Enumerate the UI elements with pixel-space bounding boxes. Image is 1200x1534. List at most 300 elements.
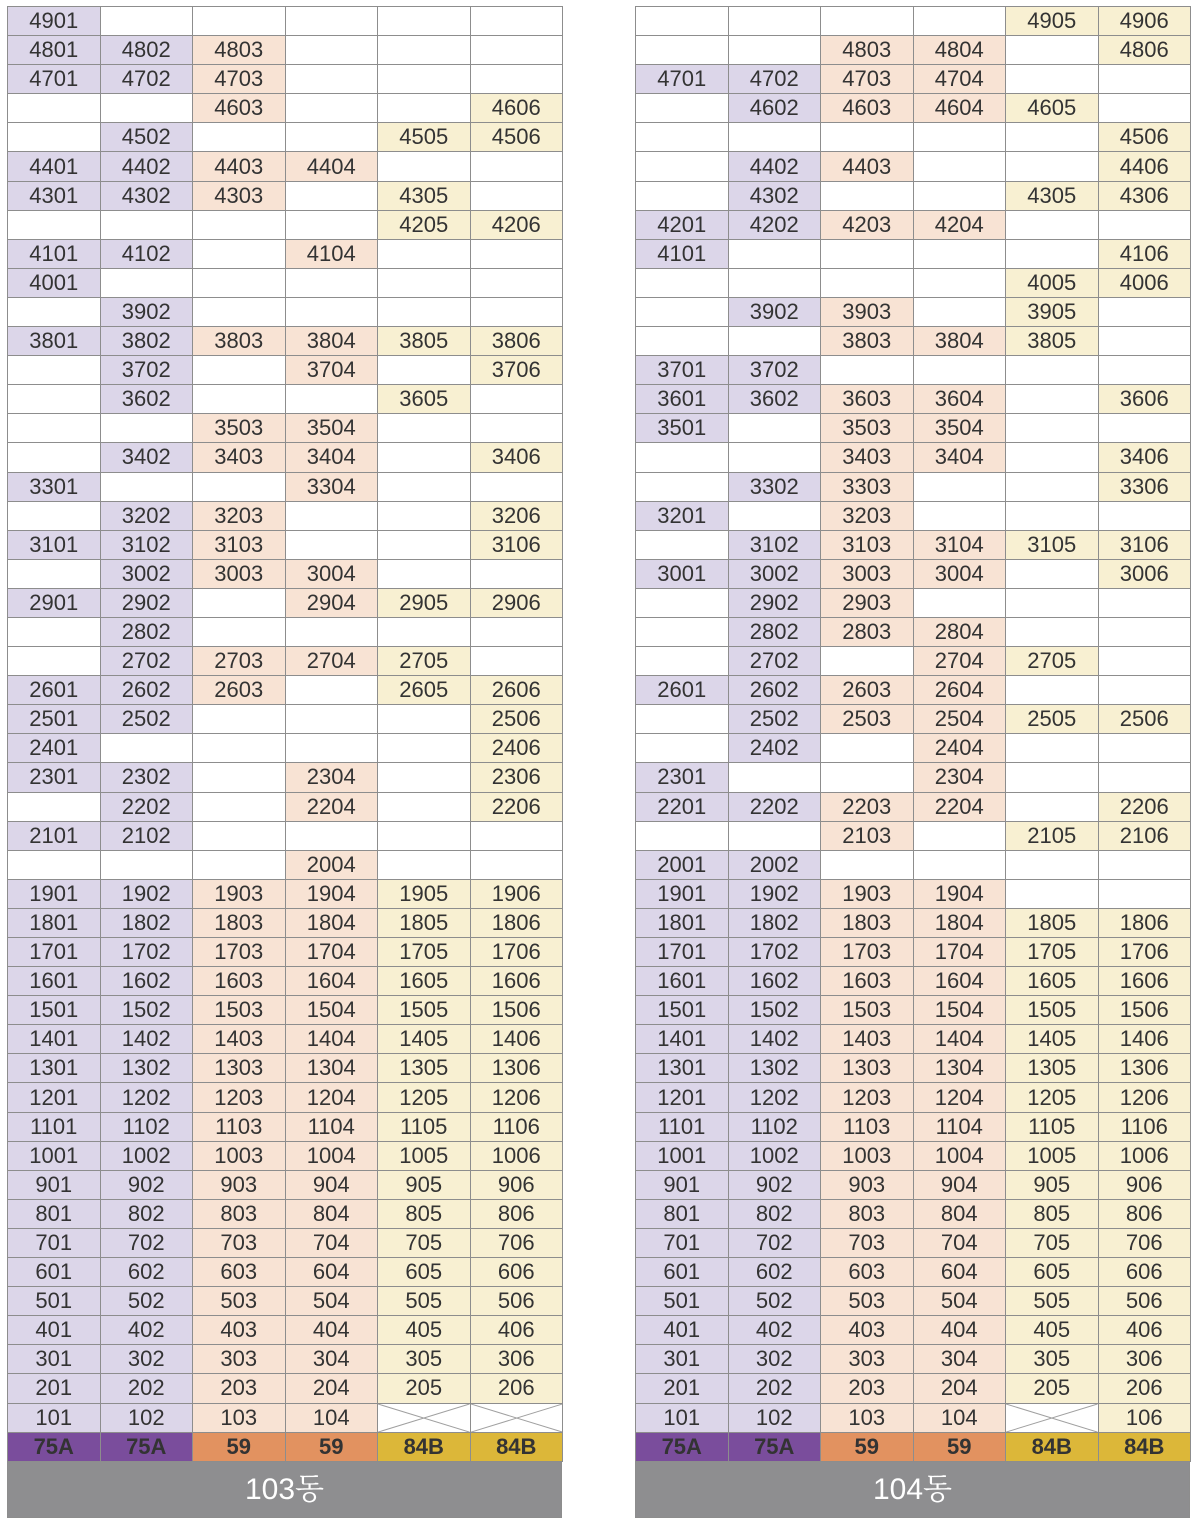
empty-cell xyxy=(728,36,821,65)
unit-cell: 2905 xyxy=(378,588,471,617)
unit-cell: 1403 xyxy=(193,1025,286,1054)
floor-row xyxy=(8,1170,563,1199)
unit-cell: 1006 xyxy=(470,1141,563,1170)
unit-cell: 904 xyxy=(285,1170,378,1199)
floor-row xyxy=(8,647,563,676)
floor-row xyxy=(636,617,1191,646)
unit-cell: 206 xyxy=(1098,1374,1191,1403)
unit-cell: 1104 xyxy=(913,1112,1006,1141)
floor-row xyxy=(8,705,563,734)
unit-cell: 3003 xyxy=(193,559,286,588)
unit-cell: 3704 xyxy=(285,356,378,385)
unit-cell: 4005 xyxy=(1006,268,1099,297)
floor-row xyxy=(8,1025,563,1054)
unit-cell: 1106 xyxy=(470,1112,563,1141)
unit-cell: 3602 xyxy=(100,385,193,414)
unit-cell: 4702 xyxy=(728,65,821,94)
unit-cell: 1001 xyxy=(8,1141,101,1170)
unit-cell: 1304 xyxy=(913,1054,1006,1083)
unit-cell: 1204 xyxy=(285,1083,378,1112)
empty-cell xyxy=(1006,559,1099,588)
unit-cell: 2001 xyxy=(636,850,729,879)
unit-cell: 404 xyxy=(913,1316,1006,1345)
unit-cell: 802 xyxy=(728,1199,821,1228)
empty-cell xyxy=(285,7,378,36)
type-header-cell: 84B xyxy=(1006,1432,1099,1461)
empty-cell xyxy=(378,443,471,472)
unit-cell: 3404 xyxy=(913,443,1006,472)
unit-cell: 2704 xyxy=(285,647,378,676)
empty-cell xyxy=(470,617,563,646)
unit-cell: 704 xyxy=(285,1228,378,1257)
unit-cell: 2702 xyxy=(728,647,821,676)
unit-cell: 1404 xyxy=(285,1025,378,1054)
empty-cell xyxy=(8,792,101,821)
floor-row xyxy=(636,356,1191,385)
unit-cell: 1105 xyxy=(1006,1112,1099,1141)
unit-cell: 4602 xyxy=(728,94,821,123)
unit-cell: 3805 xyxy=(1006,327,1099,356)
empty-cell xyxy=(1098,501,1191,530)
unit-cell: 1801 xyxy=(8,908,101,937)
unit-cell: 901 xyxy=(636,1170,729,1199)
floor-row xyxy=(8,792,563,821)
empty-cell xyxy=(913,356,1006,385)
floor-row xyxy=(8,7,563,36)
unit-cell: 702 xyxy=(100,1228,193,1257)
empty-cell xyxy=(193,821,286,850)
unit-cell: 305 xyxy=(1006,1345,1099,1374)
empty-cell xyxy=(1006,472,1099,501)
empty-cell xyxy=(728,763,821,792)
unit-cell: 902 xyxy=(728,1170,821,1199)
floor-row xyxy=(636,1199,1191,1228)
unit-cell: 301 xyxy=(8,1345,101,1374)
unit-cell: 1506 xyxy=(1098,996,1191,1025)
floor-row xyxy=(8,617,563,646)
floor-row xyxy=(8,1228,563,1257)
floor-row xyxy=(8,356,563,385)
unit-cell: 2904 xyxy=(285,588,378,617)
building-104-chart xyxy=(635,6,1190,1518)
unit-cell: 2503 xyxy=(821,705,914,734)
unit-cell: 1602 xyxy=(100,967,193,996)
empty-cell xyxy=(1098,327,1191,356)
floor-row xyxy=(636,705,1191,734)
unit-cell: 2301 xyxy=(636,763,729,792)
unit-cell: 2702 xyxy=(100,647,193,676)
empty-cell xyxy=(636,152,729,181)
unit-cell: 1101 xyxy=(8,1112,101,1141)
unit-cell: 2202 xyxy=(100,792,193,821)
unit-cell: 1302 xyxy=(728,1054,821,1083)
unit-cell: 1706 xyxy=(1098,938,1191,967)
unit-cell: 1703 xyxy=(193,938,286,967)
empty-cell xyxy=(821,123,914,152)
empty-cell xyxy=(8,385,101,414)
empty-cell xyxy=(470,297,563,326)
cross-icon xyxy=(1006,1404,1098,1432)
empty-cell xyxy=(1006,850,1099,879)
unit-cell: 503 xyxy=(821,1287,914,1316)
empty-cell xyxy=(470,821,563,850)
empty-cell xyxy=(285,530,378,559)
unit-cell: 3304 xyxy=(285,472,378,501)
empty-cell xyxy=(100,414,193,443)
empty-cell xyxy=(1006,36,1099,65)
building-label: 103동 xyxy=(7,1462,562,1518)
unit-cell: 2802 xyxy=(100,617,193,646)
unit-cell: 4106 xyxy=(1098,239,1191,268)
unit-cell: 1304 xyxy=(285,1054,378,1083)
unit-cell: 1405 xyxy=(1006,1025,1099,1054)
unit-cell: 1705 xyxy=(1006,938,1099,967)
empty-cell xyxy=(378,850,471,879)
unit-cell: 3403 xyxy=(821,443,914,472)
unit-cell: 2705 xyxy=(1006,647,1099,676)
unit-cell: 702 xyxy=(728,1228,821,1257)
floor-row xyxy=(636,1025,1191,1054)
unit-cell: 2302 xyxy=(100,763,193,792)
unit-cell: 2206 xyxy=(470,792,563,821)
empty-cell xyxy=(636,36,729,65)
unit-cell: 102 xyxy=(100,1403,193,1432)
unit-cell: 2101 xyxy=(8,821,101,850)
empty-cell xyxy=(1098,647,1191,676)
unit-cell: 1904 xyxy=(285,879,378,908)
floor-row xyxy=(636,1374,1191,1403)
empty-cell xyxy=(913,501,1006,530)
unit-cell: 1605 xyxy=(1006,967,1099,996)
floor-row xyxy=(8,239,563,268)
unit-cell: 4006 xyxy=(1098,268,1191,297)
unit-cell: 1502 xyxy=(100,996,193,1025)
unit-cell: 1702 xyxy=(728,938,821,967)
unit-cell: 601 xyxy=(8,1258,101,1287)
empty-cell xyxy=(100,7,193,36)
building-103-chart xyxy=(7,6,562,1518)
unit-cell: 1301 xyxy=(8,1054,101,1083)
unit-cell: 2402 xyxy=(728,734,821,763)
empty-cell xyxy=(8,443,101,472)
unit-cell: 304 xyxy=(285,1345,378,1374)
unit-cell: 1303 xyxy=(193,1054,286,1083)
empty-cell xyxy=(1006,356,1099,385)
unit-cell: 304 xyxy=(913,1345,1006,1374)
empty-cell xyxy=(1098,676,1191,705)
unit-cell: 4606 xyxy=(470,94,563,123)
unit-cell: 1706 xyxy=(470,938,563,967)
unit-cell: 2304 xyxy=(285,763,378,792)
unit-cell: 804 xyxy=(285,1199,378,1228)
unit-cell: 2404 xyxy=(913,734,1006,763)
unit-cell: 3504 xyxy=(913,414,1006,443)
unit-cell: 901 xyxy=(8,1170,101,1199)
unit-type-row xyxy=(636,1432,1191,1461)
empty-cell xyxy=(1006,792,1099,821)
floor-row xyxy=(636,792,1191,821)
empty-cell xyxy=(378,530,471,559)
unit-cell: 205 xyxy=(378,1374,471,1403)
floor-row xyxy=(636,879,1191,908)
empty-cell xyxy=(8,414,101,443)
empty-cell xyxy=(470,152,563,181)
type-header-cell: 84B xyxy=(470,1432,563,1461)
unit-cell: 1805 xyxy=(1006,908,1099,937)
floor-row xyxy=(8,327,563,356)
floor-row xyxy=(636,850,1191,879)
empty-cell xyxy=(378,705,471,734)
unit-cell: 1506 xyxy=(470,996,563,1025)
empty-cell xyxy=(285,94,378,123)
unit-cell: 3001 xyxy=(636,559,729,588)
unit-cell: 3002 xyxy=(728,559,821,588)
unit-cell: 204 xyxy=(285,1374,378,1403)
unit-cell: 804 xyxy=(913,1199,1006,1228)
unit-cell: 601 xyxy=(636,1258,729,1287)
unit-cell: 1306 xyxy=(470,1054,563,1083)
unit-cell: 4401 xyxy=(8,152,101,181)
unit-cell: 2903 xyxy=(821,588,914,617)
floor-row xyxy=(636,996,1191,1025)
empty-cell xyxy=(285,210,378,239)
unit-cell: 2603 xyxy=(821,676,914,705)
floor-row xyxy=(8,181,563,210)
unit-cell: 1104 xyxy=(285,1112,378,1141)
unavailable-unit-cell xyxy=(1006,1403,1099,1432)
empty-cell xyxy=(636,821,729,850)
empty-cell xyxy=(378,7,471,36)
unit-cell: 2705 xyxy=(378,647,471,676)
empty-cell xyxy=(636,705,729,734)
floor-row xyxy=(8,588,563,617)
unit-cell: 1004 xyxy=(913,1141,1006,1170)
floor-row xyxy=(636,1287,1191,1316)
empty-cell xyxy=(728,414,821,443)
unit-cell: 3805 xyxy=(378,327,471,356)
empty-cell xyxy=(378,65,471,94)
unit-cell: 1103 xyxy=(821,1112,914,1141)
empty-cell xyxy=(728,443,821,472)
unit-cell: 1906 xyxy=(470,879,563,908)
unit-cell: 4703 xyxy=(821,65,914,94)
unit-cell: 4205 xyxy=(378,210,471,239)
unit-cell: 1401 xyxy=(636,1025,729,1054)
empty-cell xyxy=(913,181,1006,210)
empty-cell xyxy=(1006,617,1099,646)
unit-cell: 4406 xyxy=(1098,152,1191,181)
unit-cell: 4803 xyxy=(193,36,286,65)
unit-cell: 1603 xyxy=(821,967,914,996)
unit-cell: 106 xyxy=(1098,1403,1191,1432)
unit-cell: 203 xyxy=(821,1374,914,1403)
empty-cell xyxy=(285,676,378,705)
floor-row xyxy=(8,36,563,65)
empty-cell xyxy=(1006,763,1099,792)
floor-row xyxy=(636,414,1191,443)
type-header-cell: 75A xyxy=(728,1432,821,1461)
floor-row xyxy=(636,1170,1191,1199)
unit-cell: 206 xyxy=(470,1374,563,1403)
unit-cell: 403 xyxy=(193,1316,286,1345)
unit-cell: 502 xyxy=(100,1287,193,1316)
unit-cell: 703 xyxy=(821,1228,914,1257)
unit-cell: 403 xyxy=(821,1316,914,1345)
unit-cell: 1005 xyxy=(1006,1141,1099,1170)
unit-cell: 1201 xyxy=(636,1083,729,1112)
floor-row xyxy=(8,443,563,472)
unit-cell: 1606 xyxy=(1098,967,1191,996)
empty-cell xyxy=(1098,617,1191,646)
empty-cell xyxy=(285,123,378,152)
unit-cell: 1202 xyxy=(728,1083,821,1112)
unit-cell: 4701 xyxy=(636,65,729,94)
unit-cell: 202 xyxy=(728,1374,821,1403)
unit-cell: 1404 xyxy=(913,1025,1006,1054)
unit-cell: 3406 xyxy=(1098,443,1191,472)
unit-cell: 4603 xyxy=(821,94,914,123)
floor-row xyxy=(636,36,1191,65)
unit-cell: 3603 xyxy=(821,385,914,414)
empty-cell xyxy=(193,763,286,792)
unit-cell: 505 xyxy=(1006,1287,1099,1316)
unit-cell: 3402 xyxy=(100,443,193,472)
unit-cell: 1805 xyxy=(378,908,471,937)
unit-cell: 501 xyxy=(8,1287,101,1316)
unit-cell: 4901 xyxy=(8,7,101,36)
empty-cell xyxy=(821,356,914,385)
floor-row xyxy=(636,647,1191,676)
empty-cell xyxy=(8,647,101,676)
unit-cell: 801 xyxy=(8,1199,101,1228)
empty-cell xyxy=(913,588,1006,617)
unit-cell: 4506 xyxy=(470,123,563,152)
empty-cell xyxy=(378,268,471,297)
floor-row xyxy=(8,1374,563,1403)
type-header-cell: 75A xyxy=(100,1432,193,1461)
floor-row xyxy=(636,821,1191,850)
unit-cell: 2902 xyxy=(100,588,193,617)
unit-cell: 3103 xyxy=(193,530,286,559)
empty-cell xyxy=(728,268,821,297)
unit-cell: 3803 xyxy=(193,327,286,356)
unit-cell: 3706 xyxy=(470,356,563,385)
empty-cell xyxy=(285,181,378,210)
empty-cell xyxy=(285,385,378,414)
unit-cell: 1504 xyxy=(913,996,1006,1025)
floor-row xyxy=(636,297,1191,326)
unit-cell: 706 xyxy=(470,1228,563,1257)
empty-cell xyxy=(1006,385,1099,414)
empty-cell xyxy=(728,821,821,850)
empty-cell xyxy=(8,850,101,879)
unit-cell: 1501 xyxy=(8,996,101,1025)
unit-cell: 1704 xyxy=(285,938,378,967)
unit-cell: 301 xyxy=(636,1345,729,1374)
floor-row xyxy=(636,443,1191,472)
unit-cell: 902 xyxy=(100,1170,193,1199)
empty-cell xyxy=(636,443,729,472)
unit-cell: 2406 xyxy=(470,734,563,763)
floor-row xyxy=(8,938,563,967)
empty-cell xyxy=(378,472,471,501)
unit-cell: 606 xyxy=(470,1258,563,1287)
unit-cell: 406 xyxy=(470,1316,563,1345)
floor-row xyxy=(8,94,563,123)
unit-cell: 3003 xyxy=(821,559,914,588)
unit-cell: 4403 xyxy=(193,152,286,181)
unit-cell: 1405 xyxy=(378,1025,471,1054)
building-label: 104동 xyxy=(635,1462,1190,1518)
unit-cell: 4101 xyxy=(8,239,101,268)
unit-cell: 1101 xyxy=(636,1112,729,1141)
unit-cell: 2201 xyxy=(636,792,729,821)
unit-cell: 1806 xyxy=(470,908,563,937)
unit-cell: 1406 xyxy=(1098,1025,1191,1054)
empty-cell xyxy=(636,123,729,152)
unit-cell: 1903 xyxy=(193,879,286,908)
unit-cell: 2704 xyxy=(913,647,1006,676)
empty-cell xyxy=(193,792,286,821)
unit-cell: 2906 xyxy=(470,588,563,617)
empty-cell xyxy=(193,123,286,152)
empty-cell xyxy=(913,297,1006,326)
unit-cell: 4104 xyxy=(285,239,378,268)
unit-cell: 3604 xyxy=(913,385,1006,414)
empty-cell xyxy=(378,559,471,588)
unit-cell: 1204 xyxy=(913,1083,1006,1112)
unit-rows xyxy=(8,7,563,1433)
unit-cell: 1503 xyxy=(821,996,914,1025)
floor-row xyxy=(8,996,563,1025)
unit-grid xyxy=(635,6,1191,1462)
unit-cell: 1102 xyxy=(728,1112,821,1141)
unit-cell: 1305 xyxy=(1006,1054,1099,1083)
unit-cell: 1804 xyxy=(285,908,378,937)
unit-cell: 2102 xyxy=(100,821,193,850)
floor-row xyxy=(8,530,563,559)
unit-cell: 805 xyxy=(378,1199,471,1228)
floor-row xyxy=(8,501,563,530)
unit-cell: 1402 xyxy=(100,1025,193,1054)
unit-cell: 3106 xyxy=(470,530,563,559)
empty-cell xyxy=(470,65,563,94)
unit-cell: 505 xyxy=(378,1287,471,1316)
unit-cell: 3004 xyxy=(285,559,378,588)
unit-cell: 306 xyxy=(470,1345,563,1374)
unit-cell: 3101 xyxy=(8,530,101,559)
unit-cell: 704 xyxy=(913,1228,1006,1257)
unit-cell: 102 xyxy=(728,1403,821,1432)
unit-cell: 605 xyxy=(378,1258,471,1287)
empty-cell xyxy=(1006,879,1099,908)
floor-row xyxy=(8,559,563,588)
empty-cell xyxy=(285,268,378,297)
unit-cell: 3804 xyxy=(913,327,1006,356)
empty-cell xyxy=(378,763,471,792)
empty-cell xyxy=(8,123,101,152)
unit-cell: 404 xyxy=(285,1316,378,1345)
unit-cell: 1102 xyxy=(100,1112,193,1141)
unit-cell: 1005 xyxy=(378,1141,471,1170)
unit-cell: 2601 xyxy=(8,676,101,705)
unit-cell: 3103 xyxy=(821,530,914,559)
unit-cell: 3605 xyxy=(378,385,471,414)
floor-row xyxy=(636,7,1191,36)
empty-cell xyxy=(1098,763,1191,792)
empty-cell xyxy=(636,530,729,559)
unit-cell: 1904 xyxy=(913,879,1006,908)
